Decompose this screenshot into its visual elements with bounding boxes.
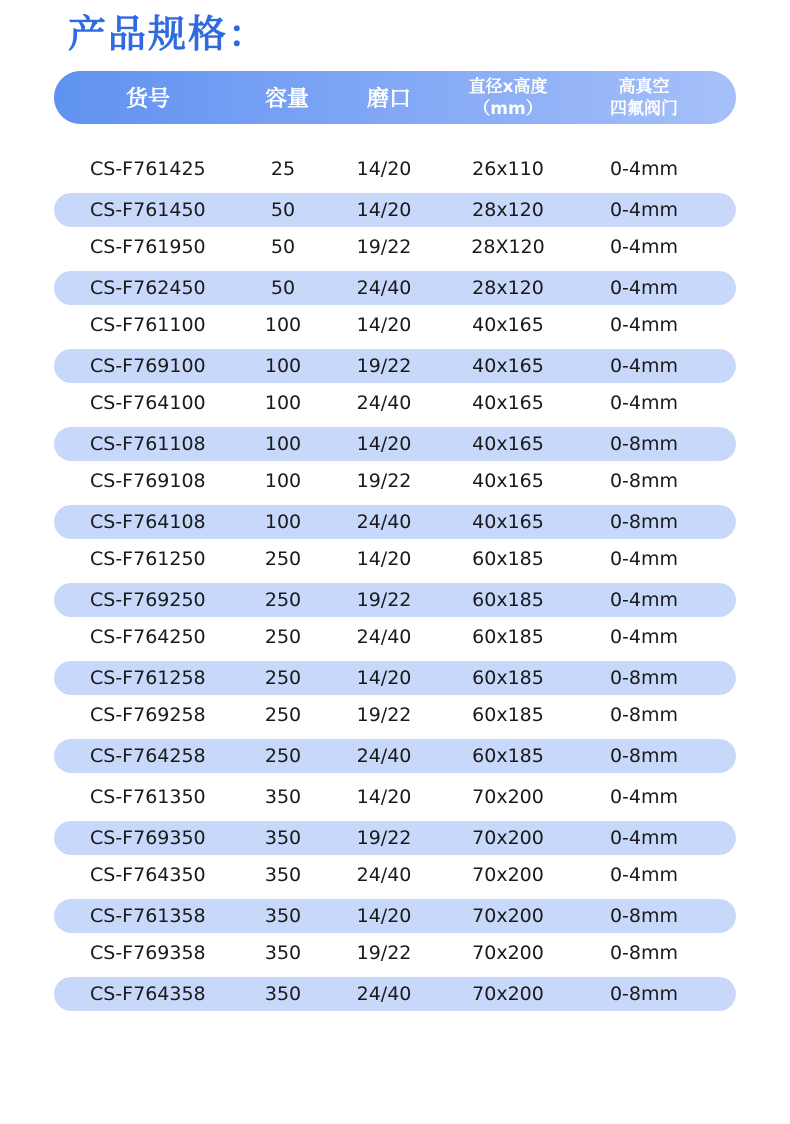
cell-size: 70x200: [472, 942, 544, 964]
cell-size: 40x165: [472, 355, 544, 377]
cell-joint: 14/20: [356, 314, 412, 336]
cell-code: CS-F764250: [90, 626, 206, 648]
cell-valve: 0-4mm: [609, 626, 679, 648]
cell-code: CS-F764350: [90, 864, 206, 886]
cell-size: 40x165: [472, 511, 544, 533]
header-capacity: [265, 71, 309, 124]
header-joint-label: 磨口: [366, 87, 412, 112]
page-title: 产品规格：: [68, 12, 269, 56]
header-capacity-label: 容量: [264, 87, 310, 112]
cell-capacity: 350: [264, 786, 302, 808]
cell-capacity: 100: [264, 511, 302, 533]
cell-valve: 0-8mm: [609, 704, 679, 726]
header-joint: [367, 71, 411, 124]
cell-code: CS-F769250: [90, 589, 206, 611]
cell-valve: 0-4mm: [609, 786, 679, 808]
cell-joint: 24/40: [356, 277, 412, 299]
table-row: [54, 661, 736, 695]
cell-code: CS-F761258: [90, 667, 206, 689]
cell-joint: 19/22: [356, 942, 412, 964]
cell-code: CS-F761450: [90, 199, 206, 221]
cell-size: 28x120: [472, 199, 544, 221]
table-row: [54, 505, 736, 539]
cell-code: CS-F764100: [90, 392, 206, 414]
table-row: [54, 858, 736, 892]
cell-valve: 0-4mm: [609, 277, 679, 299]
table-row: [54, 308, 736, 342]
cell-joint: 24/40: [356, 745, 412, 767]
table-row: [54, 386, 736, 420]
cell-code: CS-F764258: [90, 745, 206, 767]
cell-capacity: 100: [264, 314, 302, 336]
cell-capacity: 350: [264, 942, 302, 964]
cell-code: CS-F761425: [90, 158, 206, 180]
header-item-number-label: 货号: [125, 87, 171, 112]
table-row: [54, 542, 736, 576]
cell-size: 70x200: [472, 786, 544, 808]
cell-valve: 0-4mm: [609, 548, 679, 570]
cell-capacity: 250: [264, 626, 302, 648]
cell-code: CS-F761108: [90, 433, 206, 455]
header-valve-line2: 四氟阀门: [610, 98, 678, 119]
cell-capacity: 350: [264, 827, 302, 849]
cell-joint: 14/20: [356, 905, 412, 927]
cell-size: 40x165: [472, 433, 544, 455]
table-row: [54, 698, 736, 732]
table-row: [54, 821, 736, 855]
table-row: [54, 427, 736, 461]
cell-joint: 24/40: [356, 626, 412, 648]
table-row: [54, 152, 736, 186]
cell-size: 26x110: [472, 158, 544, 180]
cell-joint: 24/40: [356, 511, 412, 533]
cell-capacity: 250: [264, 704, 302, 726]
cell-capacity: 250: [264, 667, 302, 689]
cell-valve: 0-4mm: [609, 199, 679, 221]
cell-size: 40x165: [472, 470, 544, 492]
cell-capacity: 350: [264, 864, 302, 886]
cell-size: 60x185: [472, 667, 544, 689]
cell-valve: 0-8mm: [609, 905, 679, 927]
header-dimensions-line1: 直径x高度: [468, 76, 548, 97]
table-header: [54, 71, 736, 124]
cell-valve: 0-8mm: [609, 667, 679, 689]
cell-code: CS-F769258: [90, 704, 206, 726]
table-row: [54, 583, 736, 617]
cell-valve: 0-4mm: [609, 355, 679, 377]
cell-joint: 19/22: [356, 827, 412, 849]
cell-code: CS-F764358: [90, 983, 206, 1005]
cell-valve: 0-8mm: [609, 983, 679, 1005]
cell-capacity: 350: [264, 983, 302, 1005]
cell-valve: 0-8mm: [609, 942, 679, 964]
table-row: [54, 739, 736, 773]
cell-joint: 24/40: [356, 983, 412, 1005]
cell-code: CS-F761350: [90, 786, 206, 808]
cell-valve: 0-4mm: [609, 314, 679, 336]
cell-valve: 0-4mm: [609, 589, 679, 611]
cell-code: CS-F769100: [90, 355, 206, 377]
cell-code: CS-F769350: [90, 827, 206, 849]
cell-size: 40x165: [472, 392, 544, 414]
cell-size: 70x200: [472, 983, 544, 1005]
header-dimensions-line2: （mm）: [473, 98, 543, 119]
cell-size: 60x185: [472, 548, 544, 570]
cell-capacity: 100: [264, 470, 302, 492]
cell-size: 40x165: [472, 314, 544, 336]
table-row: [54, 977, 736, 1011]
cell-valve: 0-8mm: [609, 511, 679, 533]
cell-capacity: 50: [270, 277, 296, 299]
header-item-number: [126, 71, 170, 124]
cell-capacity: 100: [264, 433, 302, 455]
cell-code: CS-F761250: [90, 548, 206, 570]
cell-size: 70x200: [472, 827, 544, 849]
cell-joint: 19/22: [356, 355, 412, 377]
cell-size: 60x185: [472, 626, 544, 648]
cell-valve: 0-8mm: [609, 745, 679, 767]
cell-capacity: 100: [264, 392, 302, 414]
cell-capacity: 350: [264, 905, 302, 927]
cell-size: 28X120: [471, 236, 545, 258]
cell-joint: 19/22: [356, 704, 412, 726]
cell-size: 60x185: [472, 704, 544, 726]
cell-valve: 0-8mm: [609, 433, 679, 455]
cell-size: 70x200: [472, 905, 544, 927]
cell-joint: 14/20: [356, 158, 412, 180]
table-row: [54, 193, 736, 227]
cell-joint: 14/20: [356, 548, 412, 570]
table-row: [54, 780, 736, 814]
cell-joint: 24/40: [356, 392, 412, 414]
header-valve-line1: 高真空: [618, 76, 670, 97]
cell-joint: 19/22: [356, 589, 412, 611]
cell-code: CS-F761100: [90, 314, 206, 336]
cell-capacity: 250: [264, 745, 302, 767]
cell-valve: 0-4mm: [609, 236, 679, 258]
cell-code: CS-F769108: [90, 470, 206, 492]
cell-joint: 14/20: [356, 199, 412, 221]
cell-joint: 24/40: [356, 864, 412, 886]
cell-joint: 19/22: [356, 236, 412, 258]
cell-valve: 0-4mm: [609, 827, 679, 849]
header-valve: [610, 71, 678, 124]
cell-capacity: 250: [264, 548, 302, 570]
cell-capacity: 250: [264, 589, 302, 611]
table-row: [54, 936, 736, 970]
cell-size: 28x120: [472, 277, 544, 299]
cell-capacity: 50: [270, 236, 296, 258]
table-row: [54, 899, 736, 933]
cell-valve: 0-4mm: [609, 158, 679, 180]
table-row: [54, 349, 736, 383]
cell-capacity: 25: [270, 158, 296, 180]
cell-valve: 0-8mm: [609, 470, 679, 492]
cell-code: CS-F764108: [90, 511, 206, 533]
cell-code: CS-F769358: [90, 942, 206, 964]
table-row: [54, 230, 736, 264]
table-row: [54, 464, 736, 498]
cell-size: 60x185: [472, 745, 544, 767]
cell-capacity: 50: [270, 199, 296, 221]
cell-joint: 14/20: [356, 667, 412, 689]
cell-size: 60x185: [472, 589, 544, 611]
cell-code: CS-F762450: [90, 277, 206, 299]
cell-code: CS-F761358: [90, 905, 206, 927]
cell-valve: 0-4mm: [609, 864, 679, 886]
cell-joint: 14/20: [356, 433, 412, 455]
cell-joint: 14/20: [356, 786, 412, 808]
cell-size: 70x200: [472, 864, 544, 886]
table-row: [54, 271, 736, 305]
cell-valve: 0-4mm: [609, 392, 679, 414]
cell-joint: 19/22: [356, 470, 412, 492]
cell-code: CS-F761950: [90, 236, 206, 258]
cell-capacity: 100: [264, 355, 302, 377]
header-dimensions: [469, 71, 548, 124]
table-row: [54, 620, 736, 654]
